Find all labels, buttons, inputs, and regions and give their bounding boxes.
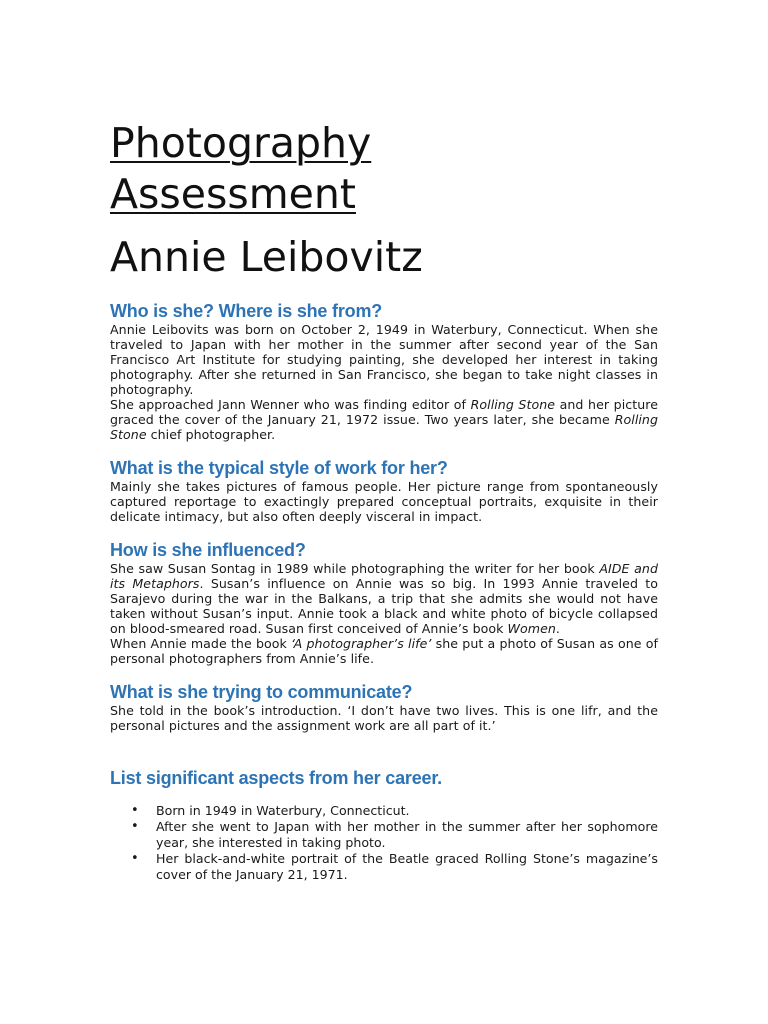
section-paragraph: Mainly she takes pictures of famous people. Her picture range from spontaneously captured reportage to exactingly prepared conceptual portraits, exquisite in their delicate intimacy, but also often deeply visceral in impact. bbox=[110, 479, 658, 524]
title-line-2: Assessment bbox=[110, 170, 356, 218]
text-run: She saw Susan Sontag in 1989 while photographing the writer for her book bbox=[110, 561, 600, 576]
document-page bbox=[110, 118, 658, 883]
career-list bbox=[110, 803, 658, 883]
section-paragraph bbox=[110, 561, 658, 636]
text-run: chief photographer. bbox=[146, 427, 276, 442]
section-who bbox=[110, 300, 658, 442]
document-subtitle: Annie Leibovitz bbox=[110, 233, 423, 281]
section-heading: Who is she? Where is she from? bbox=[110, 301, 383, 321]
italic-text: Rolling Stone bbox=[470, 397, 556, 412]
section-heading: How is she influenced? bbox=[110, 540, 306, 560]
italic-text: Rolling Stone bbox=[110, 412, 658, 442]
list-item: • Her black-and-white portrait of the Beatle graced Rolling Stone’s magazine’s cover of the January 21, 1971. bbox=[156, 851, 658, 883]
title-line-1: Photography bbox=[110, 119, 372, 167]
italic-text: Women bbox=[507, 621, 556, 636]
section-paragraph bbox=[110, 636, 658, 666]
section-heading: What is she trying to communicate? bbox=[110, 682, 413, 702]
italic-text: ‘A photographer’s life’ bbox=[291, 636, 432, 651]
text-run: . Susan’s influence on Annie was so big. In 1993 Annie traveled to Sarajevo during the war in the Balkans, a trip that she admits she would not have taken without Susan’s input. Annie took a black and white photo of bicycle collapsed on blood-smeared road. Susan first conceived of Annie’s book bbox=[110, 576, 659, 636]
list-item: • After she went to Japan with her mother in the summer after her sophomore year, she interested in taking photo. bbox=[156, 819, 658, 851]
section-heading: What is the typical style of work for her? bbox=[110, 458, 448, 478]
section-style bbox=[110, 457, 658, 524]
italic-text: AIDE and its Metaphors bbox=[110, 561, 658, 591]
section-paragraph bbox=[110, 397, 658, 442]
document-title bbox=[110, 118, 658, 220]
section-heading: List significant aspects from her career. bbox=[110, 768, 442, 788]
section-career bbox=[110, 767, 658, 883]
list-item: • Born in 1949 in Waterbury, Connecticut. bbox=[156, 803, 658, 819]
text-run: and her picture graced the cover of the January 21, 1972 issue. Two years later, she became bbox=[110, 397, 658, 427]
section-paragraph: She told in the book’s introduction. ‘I don’t have two lives. This is one lifr, and the personal pictures and the assignment work are all part of it.’ bbox=[110, 703, 658, 733]
text-run: . bbox=[555, 621, 560, 636]
text-run: When Annie made the book bbox=[110, 636, 292, 651]
section-paragraph: Annie Leibovits was born on October 2, 1949 in Waterbury, Connecticut. When she traveled to Japan with her mother in the summer after second year of the San Francisco Art Institute for studying painting, she developed her interest in taking photography. After she returned in San Francisco, she began to take night classes in photography. bbox=[110, 322, 658, 397]
text-run: She approached Jann Wenner who was finding editor of bbox=[110, 397, 471, 412]
section-communicate bbox=[110, 681, 658, 733]
text-run: she put a photo of Susan as one of personal photographers from Annie’s life. bbox=[110, 636, 658, 666]
section-influence bbox=[110, 539, 658, 666]
